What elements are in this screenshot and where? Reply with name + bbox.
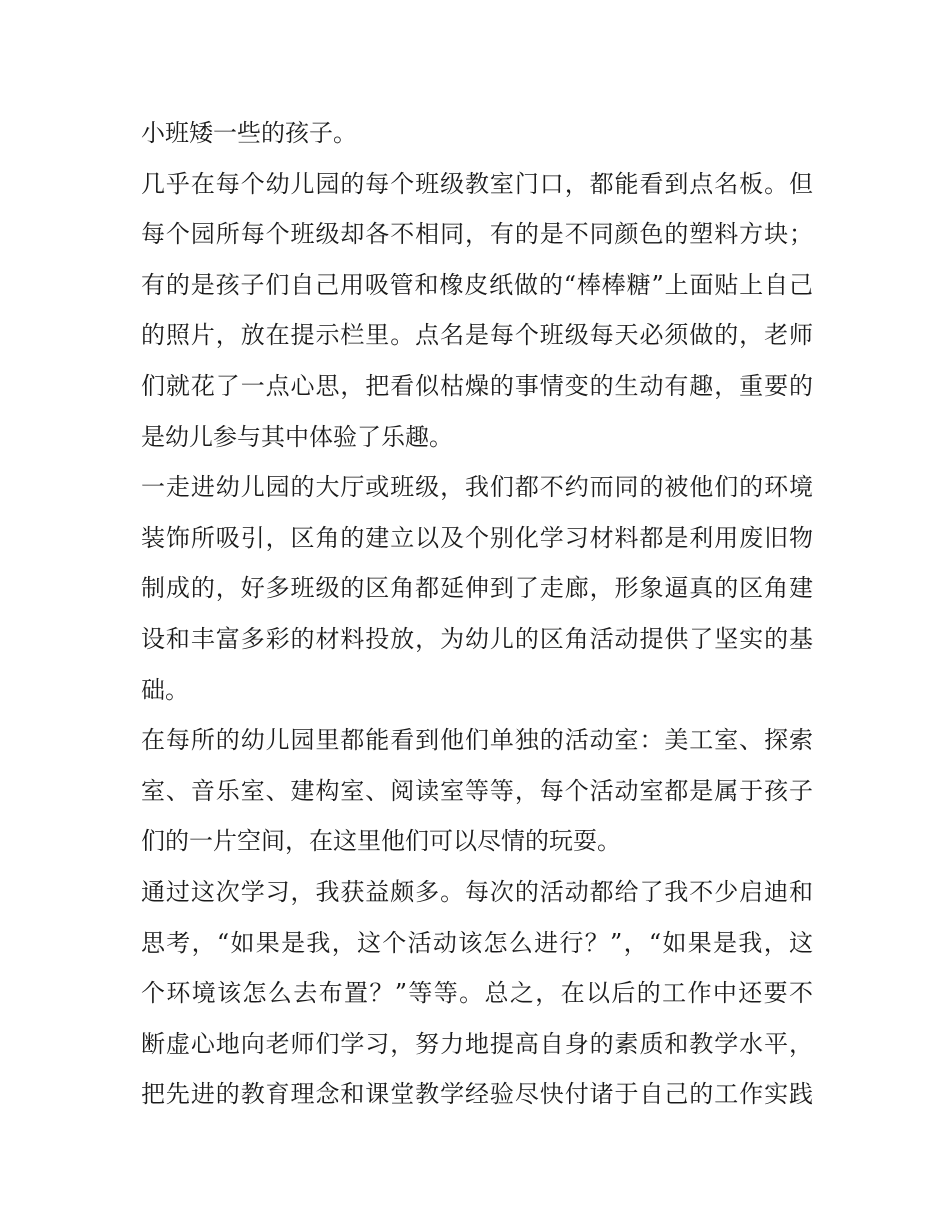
text-line: 们就花了一点心思，把看似枯燥的事情变的生动有趣，重要的 [141, 371, 813, 400]
text-line: 通过这次学习，我获益颇多。每次的活动都给了我不少启迪和 [141, 877, 813, 906]
text-line: 制成的，好多班级的区角都延伸到了走廊，形象逼真的区角建 [141, 574, 813, 603]
text-line: 小班矮一些的孩子。 [141, 119, 357, 147]
text-line: 设和丰富多彩的材料投放，为幼儿的区角活动提供了坚实的基 [141, 624, 813, 653]
text-line: 几乎在每个幼儿园的每个班级教室门口，都能看到点名板。但 [141, 169, 813, 198]
text-line: 断虚心地向老师们学习，努力地提高自身的素质和教学水平， [141, 1029, 813, 1058]
text-line: 一走进幼儿园的大厅或班级，我们都不约而同的被他们的环境 [141, 473, 813, 502]
text-line: 们的一片空间，在这里他们可以尽情的玩耍。 [141, 827, 621, 856]
text-line: 础。 [141, 675, 189, 704]
text-line: 把先进的教育理念和课堂教学经验尽快付诸于自己的工作实践 [141, 1080, 813, 1109]
text-line: 装饰所吸引，区角的建立以及个别化学习材料都是利用废旧物 [141, 523, 813, 552]
text-line: 在每所的幼儿园里都能看到他们单独的活动室：美工室、探索 [141, 726, 813, 755]
text-line: 室、音乐室、建构室、阅读室等等，每个活动室都是属于孩子 [141, 776, 813, 805]
text-line: 是幼儿参与其中体验了乐趣。 [141, 422, 453, 451]
text-line: 的照片，放在提示栏里。点名是每个班级每天必须做的，老师 [141, 321, 813, 350]
text-line: 有的是孩子们自己用吸管和橡皮纸做的“棒棒糖”上面贴上自己 [141, 270, 813, 299]
text-line: 每个园所每个班级却各不相同，有的是不同颜色的塑料方块； [141, 220, 813, 249]
document-body [141, 108, 813, 1120]
text-line: 个环境该怎么去布置？”等等。总之，在以后的工作中还要不 [141, 979, 813, 1008]
text-line: 思考，“如果是我，这个活动该怎么进行？”，“如果是我，这 [141, 928, 813, 957]
